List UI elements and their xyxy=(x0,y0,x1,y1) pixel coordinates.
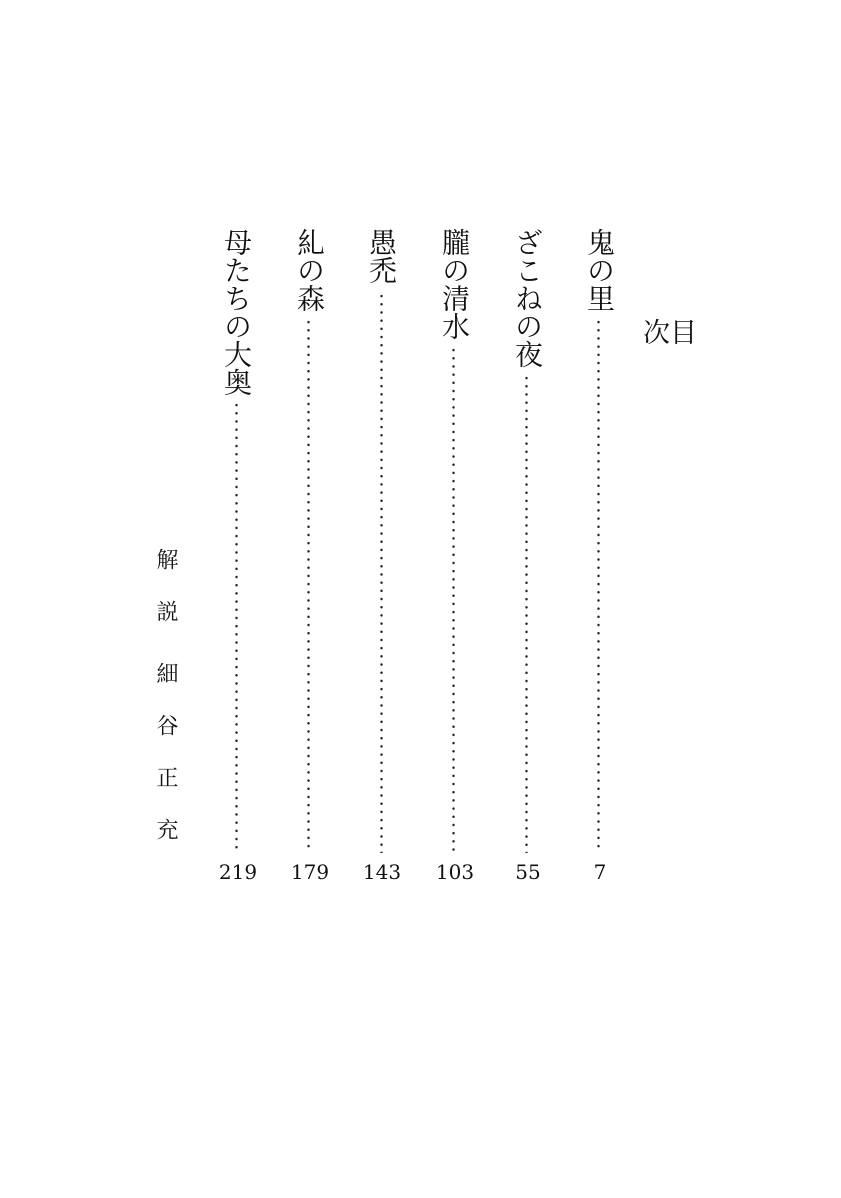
dot-leader xyxy=(380,292,383,853)
commentary-label: 解説 xyxy=(153,548,178,652)
page-number: 219 xyxy=(218,860,258,884)
page-number: 103 xyxy=(435,860,475,884)
page-number: 7 xyxy=(593,860,607,884)
commentary-author: 細谷正充 xyxy=(153,662,178,870)
entry-title: ざこねの夜 xyxy=(511,228,544,368)
page-number: 179 xyxy=(290,860,330,884)
entry-title: 糺の森 xyxy=(293,228,326,312)
entry-title: 愚禿 xyxy=(365,228,398,284)
entry-title: 朧の清水 xyxy=(438,228,471,340)
dot-leader xyxy=(307,318,310,853)
dot-leader xyxy=(597,318,600,853)
entry-title: 母たちの大奥 xyxy=(220,228,253,396)
page-number: 143 xyxy=(362,860,402,884)
page-number: 55 xyxy=(515,860,541,884)
dot-leader xyxy=(235,401,238,853)
entry-title: 鬼の里 xyxy=(583,228,616,312)
toc-heading: 目次 xyxy=(638,318,696,415)
dot-leader xyxy=(452,346,455,853)
commentary-line xyxy=(146,548,176,870)
dot-leader xyxy=(525,374,528,853)
